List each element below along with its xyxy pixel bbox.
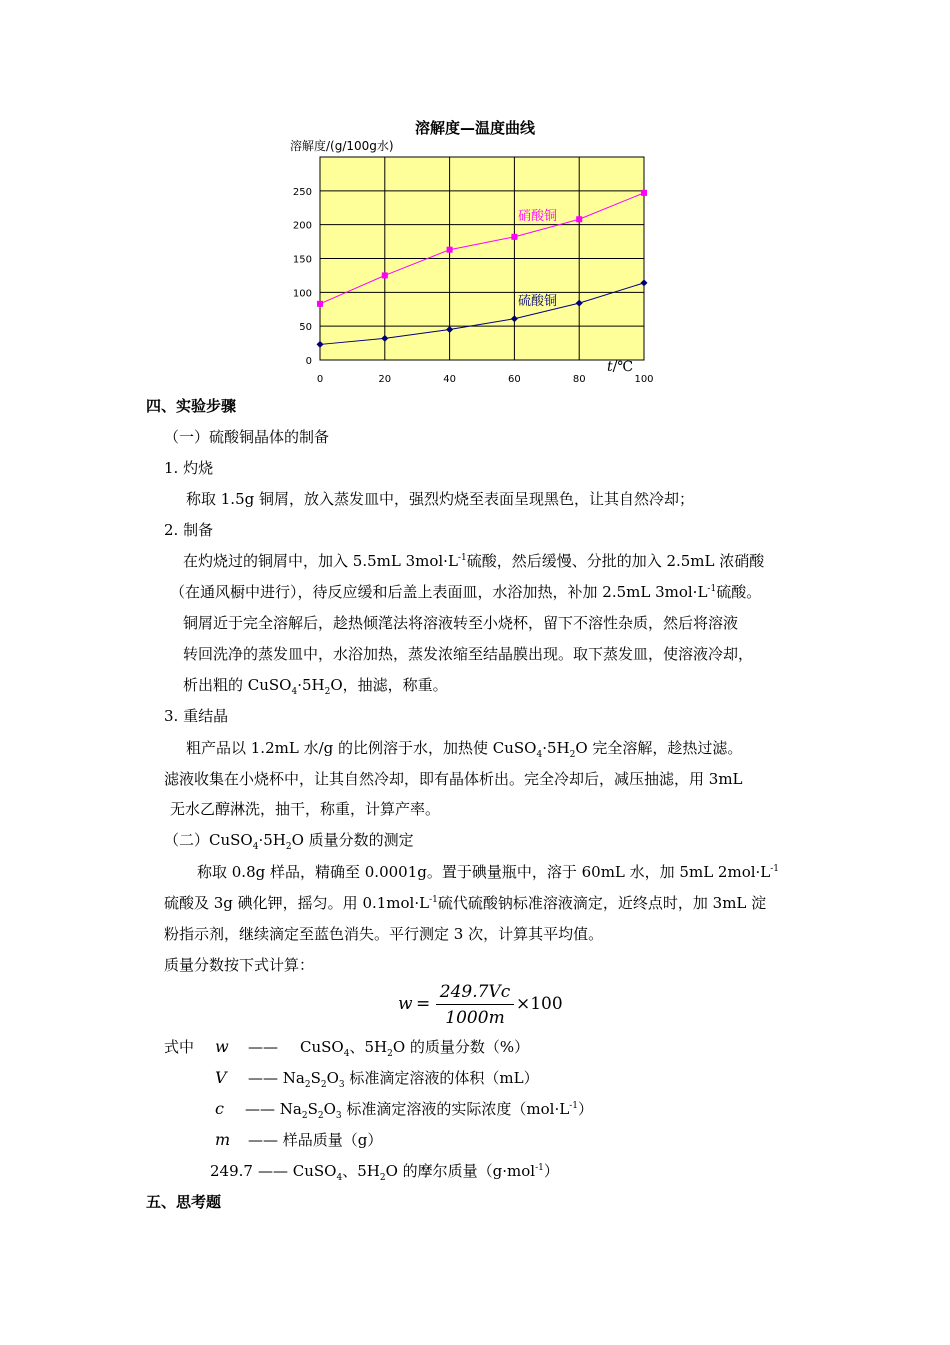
y-tick-label: 100 [292, 288, 312, 300]
formula-times: ×100 [516, 994, 563, 1014]
y-tick-label: 200 [292, 220, 312, 232]
legend-m-symbol: m [215, 1130, 231, 1149]
determination-line-4: 质量分数按下式计算： [164, 956, 315, 974]
formula-equals: = [416, 994, 431, 1014]
determination-line-2: 硫酸及 3g 碘化钾，摇匀。用 $0.1mol\cdot L^{-1}$硫代硫酸钠标准溶液滴定，近终点时，加 3mL 淀 [164, 894, 767, 912]
step-2-line-3: 铜屑近于完全溶解后，趁热倾滗法将溶液转至小烧杯，留下不溶性杂质，然后将溶液 [183, 614, 739, 632]
x-tick-label: 40 [443, 374, 456, 385]
formula-numerator: 249.7Vc [439, 982, 511, 1002]
formula-lhs: w [398, 994, 413, 1014]
step-3-line-3: 无水乙醇淋洗，抽干，称重，计算产率。 [170, 800, 441, 818]
legend-prefix: 式中 [164, 1038, 195, 1056]
step-2-line-2: （在通风橱中进行），待反应缓和后盖上表面皿，水浴加热，补加 2.5mL $3mol\cdot L^{-1}$硫酸。 [170, 583, 762, 601]
y-tick-label: 150 [292, 254, 312, 266]
chart-ylabel: 溶解度/(g/100g水) [290, 139, 394, 153]
legend-m-text: —— 样品质量（g） [248, 1131, 383, 1149]
section-heading-steps: 四、实验步骤 [146, 397, 237, 415]
step-1-text: 称取 1.5g 铜屑，放入蒸发皿中，强烈灼烧至表面呈现黑色，让其自然冷却； [186, 490, 694, 508]
legend-V-symbol: V [215, 1068, 227, 1087]
data-point-nitrate [382, 272, 388, 278]
data-point-nitrate [317, 301, 323, 307]
x-axis-label: t/℃ [607, 359, 634, 375]
step-2-line-5: 析出粗的 $CuSO_4\cdot 5H_2O$，抽滤，称重。 [183, 676, 448, 697]
formula-denominator: 1000m [445, 1008, 505, 1028]
x-tick-label: 60 [508, 374, 521, 385]
y-tick-label: 50 [299, 322, 312, 334]
section-heading-questions: 五、思考题 [146, 1193, 222, 1211]
data-point-nitrate [641, 190, 647, 196]
data-point-nitrate [576, 216, 582, 222]
step-3-line-1: 粗产品以 1.2mL 水/g 的比例溶于水，加热使 $CuSO_4\cdot 5H_2O$ 完全溶解，趁热过滤。 [186, 739, 743, 760]
step-3-title: 3. 重结晶 [164, 707, 229, 725]
legend-c-text: —— $Na_2S_2O_3$ 标准滴定溶液的实际浓度$(mol\cdot L^{-1})$ [245, 1100, 593, 1121]
formula-fraction-bar [436, 1004, 514, 1005]
x-tick-label: 0 [316, 374, 324, 385]
legend-molar-mass-value: 249.7 [210, 1162, 253, 1180]
subsection-determination: （二）$CuSO_4\cdot 5H_2O$ 质量分数的测定 [164, 831, 414, 852]
data-point-nitrate [511, 234, 517, 240]
x-tick-label: 80 [572, 374, 586, 385]
chart-title: 溶解度—温度曲线 [415, 119, 536, 137]
x-tick-label: 20 [378, 374, 392, 385]
determination-line-1: 称取 0.8g 样品，精确至 0.0001g。置于碘量瓶中，溶于 60mL 水，加 5mL $2mol\cdot L^{-1}$ [197, 863, 780, 881]
step-2-title: 2. 制备 [164, 521, 214, 539]
determination-line-3: 粉指示剂，继续滴定至蓝色消失。平行测定 3 次，计算其平均值。 [164, 925, 604, 943]
step-2-line-1: 在灼烧过的铜屑中，加入 5.5mL $3mol\cdot L^{-1}$硫酸，然后缓慢、分批的加入 2.5mL 浓硝酸 [183, 552, 765, 570]
x-tick-label: 100 [634, 374, 654, 385]
y-tick-label: 0 [305, 356, 312, 367]
data-point-nitrate [447, 247, 453, 253]
legend-c-symbol: c [215, 1099, 224, 1118]
series-label-copper-sulfate: 硫酸铜 [518, 294, 558, 309]
subsection-preparation: （一）硫酸铜晶体的制备 [164, 428, 330, 446]
legend-molar-mass-text: —— CuSO$_4$、$5H_2O$ 的摩尔质量（g·mol$^{-1}$） [258, 1162, 559, 1183]
step-3-line-2: 滤液收集在小烧杯中，让其自然冷却，即有晶体析出。完全冷却后，减压抽滤，用 3mL [164, 770, 743, 788]
step-1-title: 1. 灼烧 [164, 459, 214, 477]
solubility-chart [280, 150, 670, 388]
series-label-copper-nitrate: 硝酸铜 [518, 209, 558, 224]
y-tick-label: 250 [292, 186, 312, 198]
step-2-line-4: 转回洗净的蒸发皿中，水浴加热，蒸发浓缩至结晶膜出现。取下蒸发皿，使溶液冷却， [183, 645, 754, 663]
legend-w-text: CuSO$_4$、$5H_2O$ 的质量分数（%） [300, 1038, 530, 1059]
legend-w-symbol: w [215, 1037, 229, 1056]
legend-V-text: —— $Na_2S_2O_3$ 标准滴定溶液的体积（mL） [248, 1069, 539, 1090]
legend-w-dash: —— [248, 1038, 278, 1056]
